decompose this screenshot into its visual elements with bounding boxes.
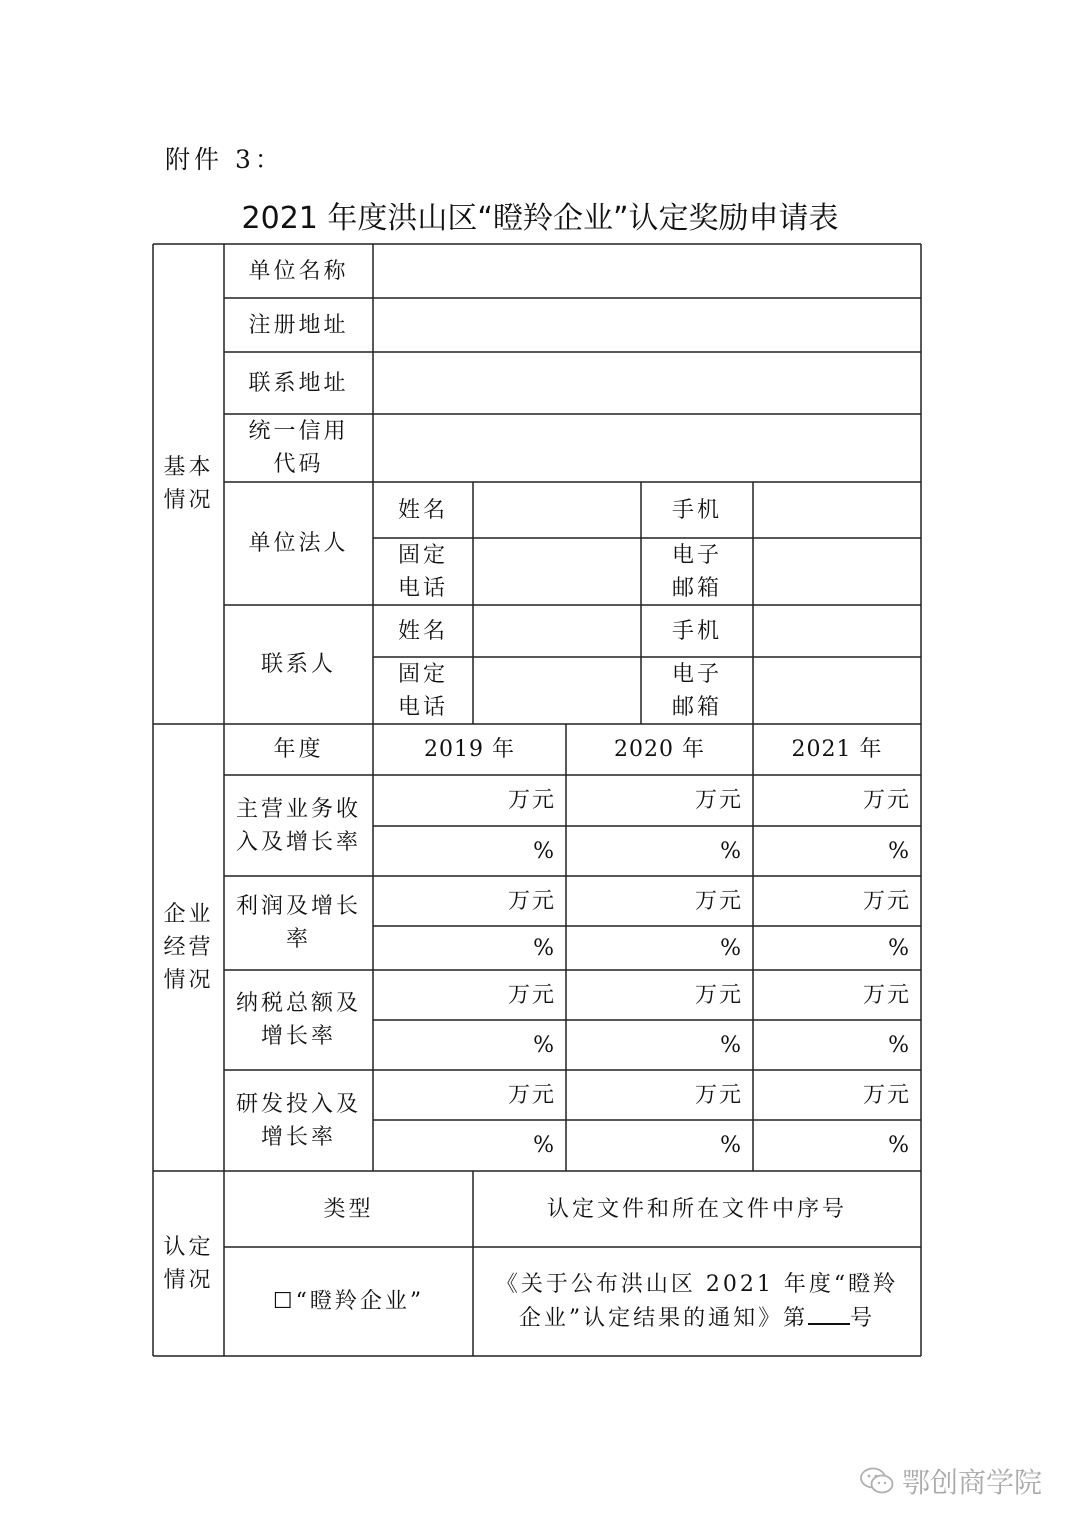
legal-landline-field[interactable] [473, 538, 641, 605]
revenue-row-label: 主营业务收 入及增长率 [236, 796, 362, 855]
credit-code-label: 统一信用 代码 [248, 419, 349, 477]
section-basic-label: 基本 情况 [163, 455, 214, 513]
contact-mobile-field[interactable] [753, 605, 921, 657]
profit-2019-pct[interactable]: % [533, 935, 556, 961]
contact-mobile-label: 手机 [671, 618, 722, 644]
document-reference [473, 1247, 921, 1356]
document-header: 认定文件和所在文件中序号 [546, 1196, 847, 1222]
profit-2020-wan[interactable]: 万元 [694, 888, 743, 914]
legal-email-label: 电子 邮箱 [671, 542, 722, 601]
document-reference-text: 《关于公布洪山区 2021 年度“瞪羚企业”认定结果的通知》第 [495, 1272, 899, 1331]
contact-person-label: 联系人 [260, 652, 336, 677]
watermark [860, 1461, 1042, 1501]
tax-2019-pct[interactable]: % [533, 1032, 556, 1058]
contact-address-label: 联系地址 [248, 370, 349, 396]
tax-2020-pct[interactable]: % [720, 1032, 743, 1058]
credit-code-field[interactable] [373, 414, 921, 482]
reg-address-label: 注册地址 [248, 312, 349, 338]
tax-2019-wan[interactable]: 万元 [507, 982, 556, 1008]
tax-row-label: 纳税总额及 增长率 [236, 991, 362, 1049]
document-reference-suffix: 号 [850, 1306, 876, 1331]
attachment-label: 附件 3： [165, 145, 284, 174]
unit-name-field[interactable] [373, 244, 921, 298]
profit-row-label: 利润及增长 率 [236, 894, 362, 952]
legal-name-field[interactable] [473, 482, 641, 538]
section-operation-label: 企业 经营 情况 [163, 902, 214, 993]
gazelle-checkbox[interactable]: ☐“瞪羚企业” [272, 1289, 425, 1314]
profit-2020-pct[interactable]: % [720, 935, 743, 961]
contact-name-field[interactable] [473, 605, 641, 657]
year-label: 年度 [273, 737, 324, 762]
serial-number-blank[interactable] [808, 1301, 850, 1325]
profit-2019-wan[interactable]: 万元 [507, 888, 556, 914]
rd-row-label: 研发投入及 增长率 [236, 1091, 362, 1150]
rd-2020-wan[interactable]: 万元 [694, 1082, 743, 1108]
contact-email-field[interactable] [753, 657, 921, 724]
revenue-2020-pct[interactable]: % [720, 838, 743, 864]
legal-email-field[interactable] [753, 538, 921, 605]
tax-2020-wan[interactable]: 万元 [694, 982, 743, 1008]
type-header: 类型 [323, 1196, 374, 1222]
section-certification-label: 认定 情况 [163, 1234, 214, 1293]
legal-mobile-field[interactable] [753, 482, 921, 538]
rd-2019-pct[interactable]: % [533, 1133, 556, 1158]
rd-2020-pct[interactable]: % [720, 1133, 743, 1158]
contact-email-label: 电子 邮箱 [671, 661, 722, 720]
rd-2021-pct[interactable]: % [888, 1133, 911, 1158]
watermark-text: 鄂创商学院 [901, 1466, 1042, 1499]
reg-address-field[interactable] [373, 298, 921, 352]
legal-name-label: 姓名 [397, 497, 448, 523]
contact-landline-field[interactable] [473, 657, 641, 724]
contact-address-field[interactable] [373, 352, 921, 414]
contact-landline-label: 固定 电话 [397, 661, 448, 720]
revenue-2019-wan[interactable]: 万元 [507, 788, 556, 813]
contact-name-label: 姓名 [397, 618, 448, 644]
year-2020: 2020 年 [614, 737, 705, 762]
revenue-2019-pct[interactable]: % [533, 838, 556, 864]
tax-2021-pct[interactable]: % [888, 1032, 911, 1058]
page-title: 2021 年度洪山区“瞪羚企业”认定奖励申请表 [241, 201, 839, 236]
legal-mobile-label: 手机 [671, 497, 722, 523]
revenue-2021-pct[interactable]: % [888, 838, 911, 864]
revenue-2021-wan[interactable]: 万元 [862, 788, 911, 813]
legal-landline-label: 固定 电话 [397, 542, 448, 601]
rd-2021-wan[interactable]: 万元 [862, 1082, 911, 1108]
profit-2021-wan[interactable]: 万元 [862, 888, 911, 914]
unit-name-label: 单位名称 [248, 258, 349, 284]
year-2021: 2021 年 [791, 737, 883, 762]
rd-2019-wan[interactable]: 万元 [507, 1082, 556, 1108]
revenue-2020-wan[interactable]: 万元 [694, 788, 743, 813]
legal-person-label: 单位法人 [248, 531, 349, 556]
profit-2021-pct[interactable]: % [888, 935, 911, 961]
year-2019: 2019 年 [424, 737, 515, 762]
tax-2021-wan[interactable]: 万元 [862, 982, 911, 1008]
wechat-icon [860, 1467, 894, 1495]
